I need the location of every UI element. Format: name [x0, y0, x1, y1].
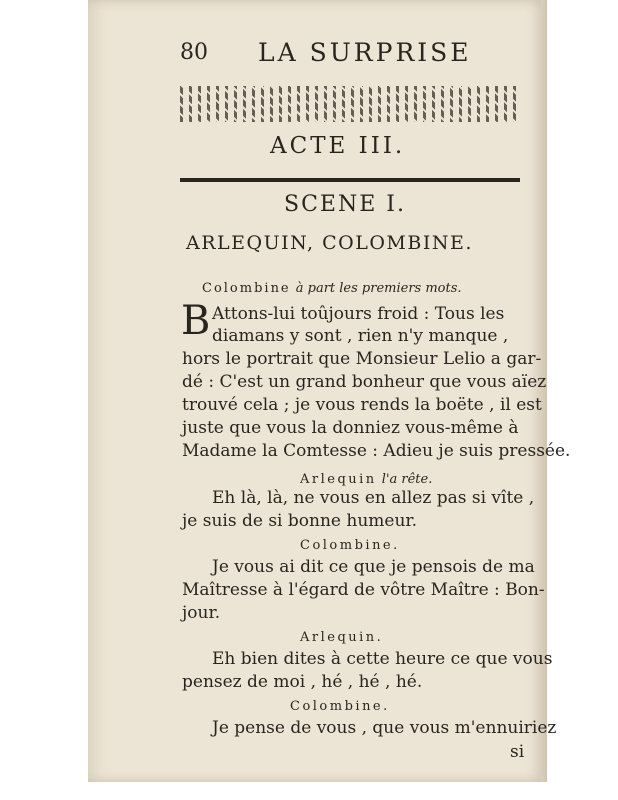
text-line: hors le portrait que Monsieur Lelio a gar-	[182, 349, 542, 369]
characters-heading: ARLEQUIN, COLOMBINE.	[186, 232, 473, 254]
text-line: jour.	[182, 603, 221, 623]
text-line: juste que vous la donniez vous-même à	[182, 418, 519, 438]
decorative-ornament-band	[180, 86, 520, 122]
text-line: Je pense de vous , que vous m'ennuiriez	[212, 718, 557, 738]
speaker-colombine-3: Colombine.	[290, 699, 390, 714]
text-line: Eh là, là, ne vous en allez pas si vîte ,	[212, 488, 535, 508]
text-line: Maîtresse à l'égard de vôtre Maître : Bon-	[182, 580, 545, 600]
stage-direction: l'a rête.	[381, 472, 433, 487]
text-line: trouvé cela ; je vous rends la boëte , il est	[182, 395, 542, 415]
text-line: pensez de moi , hé , hé , hé.	[182, 672, 423, 692]
text-line: Attons-lui toûjours froid : Tous les	[212, 304, 505, 324]
text-line: je suis de si bonne humeur.	[182, 511, 418, 531]
scene-title: SCENE I.	[284, 192, 406, 217]
speaker-arlequin-1	[300, 468, 432, 487]
text-line: Je vous ai dit ce que je pensois de ma	[212, 557, 535, 577]
page-number: 80	[180, 40, 208, 65]
speaker-colombine-1	[202, 277, 462, 296]
speaker-arlequin-2: Arlequin.	[300, 630, 384, 645]
stage-direction: à part les premiers mots.	[295, 281, 462, 296]
catchword: si	[510, 742, 525, 762]
speaker-colombine-2: Colombine.	[300, 538, 400, 553]
act-title: ACTE III.	[270, 133, 406, 159]
text-line: Eh bien dites à cette heure ce que vous	[212, 649, 553, 669]
text-line: dé : C'est un grand bonheur que vous aïez	[182, 372, 547, 392]
text-line: Madame la Comtesse : Adieu je suis pressée.	[182, 441, 571, 461]
speaker-name: Arlequin	[300, 472, 377, 487]
horizontal-rule	[180, 178, 520, 182]
text-line: diamans y sont , rien n'y manque ,	[212, 326, 509, 346]
speaker-name: Colombine	[202, 281, 291, 296]
drop-cap: B	[181, 298, 211, 344]
running-title: LA SURPRISE	[258, 38, 472, 67]
